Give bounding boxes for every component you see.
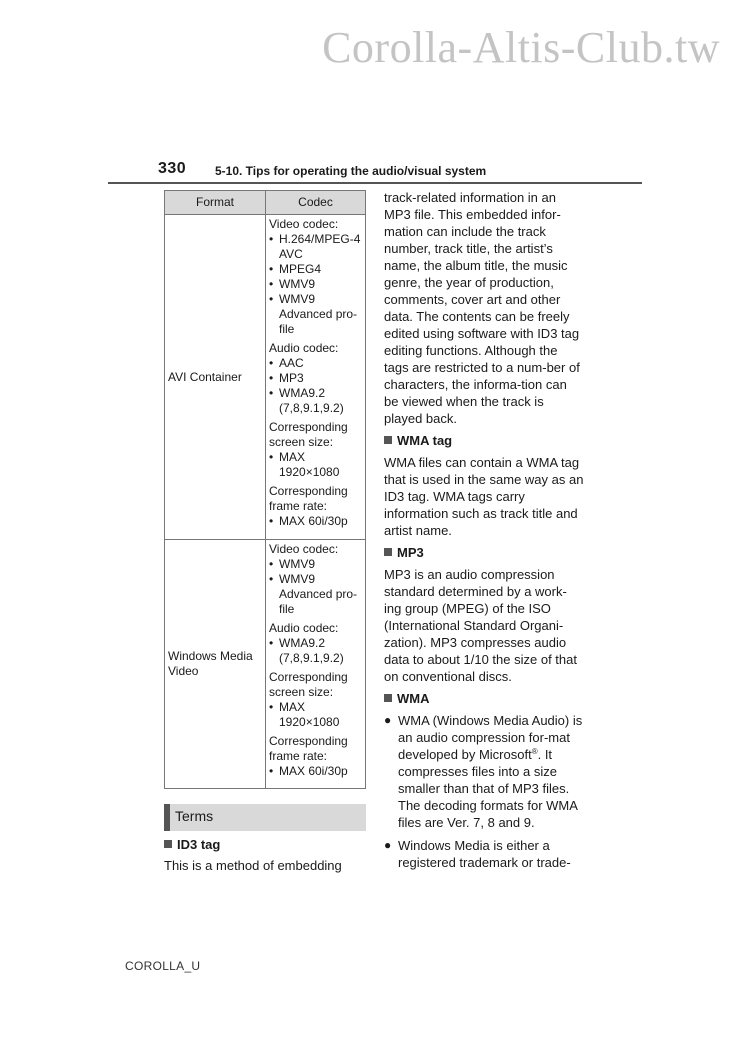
bullet-icon: • <box>269 636 274 650</box>
codec-group <box>269 670 365 730</box>
mp3-text: MP3 is an audio compression standard determined by a work-ing group (MPEG) of the ISO (International Standard Organi-zation). MP3 compresses audio data to about 1/10 the size of that on conventional discs. <box>384 567 577 684</box>
codec-group <box>269 484 365 529</box>
codec-item: • WMV9 <box>269 557 315 571</box>
codec-item: • AAC <box>269 356 304 370</box>
codec-group-label: Audio codec: <box>269 621 339 635</box>
square-bullet-icon <box>384 694 392 702</box>
bullet-icon: • <box>269 450 274 464</box>
bullet-dot-icon: ● <box>384 713 392 727</box>
bullet-icon: • <box>269 356 274 370</box>
codec-group-label: Corresponding screen size: <box>269 420 348 449</box>
footer-label: COROLLA_U <box>125 959 201 973</box>
codec-group <box>269 420 365 480</box>
codec-cell <box>266 215 366 540</box>
bullet-icon: • <box>269 371 274 385</box>
codec-group-label: Audio codec: <box>269 341 339 355</box>
id3-text-start: This is a method of embedding <box>164 858 342 873</box>
square-bullet-icon <box>384 548 392 556</box>
square-bullet-icon <box>164 840 172 848</box>
codec-group <box>269 542 365 617</box>
wma-bullet-1: ● WMA (Windows Media Audio) is an audio compression for-mat developed by Microsoft®. It compresses files into a size smaller than that of MP3 files. The decoding formats for WMA files are Ver. 7, 8 and 9. <box>384 713 583 830</box>
bullet-icon: • <box>269 764 274 778</box>
codec-item: • WMA9.2 (7,8,9.1,9.2) <box>269 636 344 665</box>
page-header <box>108 158 642 184</box>
square-bullet-icon <box>384 436 392 444</box>
codec-item: • WMV9 Advanced pro-file <box>269 292 358 336</box>
codec-item: • MAX 60i/30p <box>269 764 348 778</box>
bullet-icon: • <box>269 386 274 400</box>
format-cell: Windows Media Video <box>165 540 266 789</box>
bullet-icon: • <box>269 514 274 528</box>
terms-heading-box <box>164 804 366 831</box>
bullet-icon: • <box>269 700 274 714</box>
right-column <box>384 189 584 877</box>
bullet-dot-icon: ● <box>384 838 392 852</box>
codec-group <box>269 217 365 337</box>
bullet-icon: • <box>269 262 274 276</box>
bullet-icon: • <box>269 232 274 246</box>
bullet-icon: • <box>269 572 274 586</box>
codec-item: • MAX 1920×1080 <box>269 450 340 479</box>
codec-item: • WMV9 Advanced pro-file <box>269 572 358 616</box>
section-title: 5-10. Tips for operating the audio/visual system <box>215 164 487 178</box>
page-number: 330 <box>158 160 187 177</box>
codec-item: • MAX 60i/30p <box>269 514 348 528</box>
watermark: Corolla-Altis-Club.tw <box>322 23 720 72</box>
codec-group-label: Corresponding frame rate: <box>269 734 348 763</box>
codec-cell <box>266 540 366 789</box>
codec-item: • H.264/MPEG-4 AVC <box>269 232 361 261</box>
codec-item: • WMA9.2 (7,8,9.1,9.2) <box>269 386 344 415</box>
table-row <box>165 540 366 789</box>
codec-group-label: Corresponding screen size: <box>269 670 348 699</box>
table-header-codec: Codec <box>266 191 366 215</box>
id3-text-continued: track-related information in an MP3 file. This embedded infor-mation can include the track number, track title, the artist’s name, the album title, the music genre, the year of production, comments, cover art and other data. The contents can be freely edited using software with ID3 tag editing functions. Although the tags are restricted to a num-ber of characters, the informa-tion can be viewed when the track is played back. <box>384 190 580 426</box>
codec-group <box>269 734 365 779</box>
bullet-icon: • <box>269 277 274 291</box>
codec-group-label: Video codec: <box>269 217 339 231</box>
codec-item: • MPEG4 <box>269 262 322 276</box>
bullet-icon: • <box>269 557 274 571</box>
table-row <box>165 215 366 540</box>
format-cell: AVI Container <box>165 215 266 540</box>
wma-heading: WMA <box>384 690 584 707</box>
codec-group-label: Video codec: <box>269 542 339 556</box>
table-header-format: Format <box>165 191 266 215</box>
wma-tag-text: WMA files can contain a WMA tag that is used in the same way as an ID3 tag. WMA tags carry information such as track title and artist name. <box>384 455 584 538</box>
wma-tag-heading: WMA tag <box>384 432 584 449</box>
bullet-icon: • <box>269 292 274 306</box>
codec-item: • MP3 <box>269 371 304 385</box>
codec-item: • WMV9 <box>269 277 315 291</box>
codec-group-label: Corresponding frame rate: <box>269 484 348 513</box>
format-codec-table <box>164 190 366 789</box>
terms-title: Terms <box>175 808 214 824</box>
codec-item: • MAX 1920×1080 <box>269 700 340 729</box>
id3-heading: ID3 tag <box>164 836 369 853</box>
id3-section <box>164 836 369 874</box>
codec-group <box>269 341 365 416</box>
wma-bullet-2: ● Windows Media is either a registered trademark or trade- <box>384 838 571 870</box>
mp3-heading: MP3 <box>384 544 584 561</box>
codec-group <box>269 621 365 666</box>
